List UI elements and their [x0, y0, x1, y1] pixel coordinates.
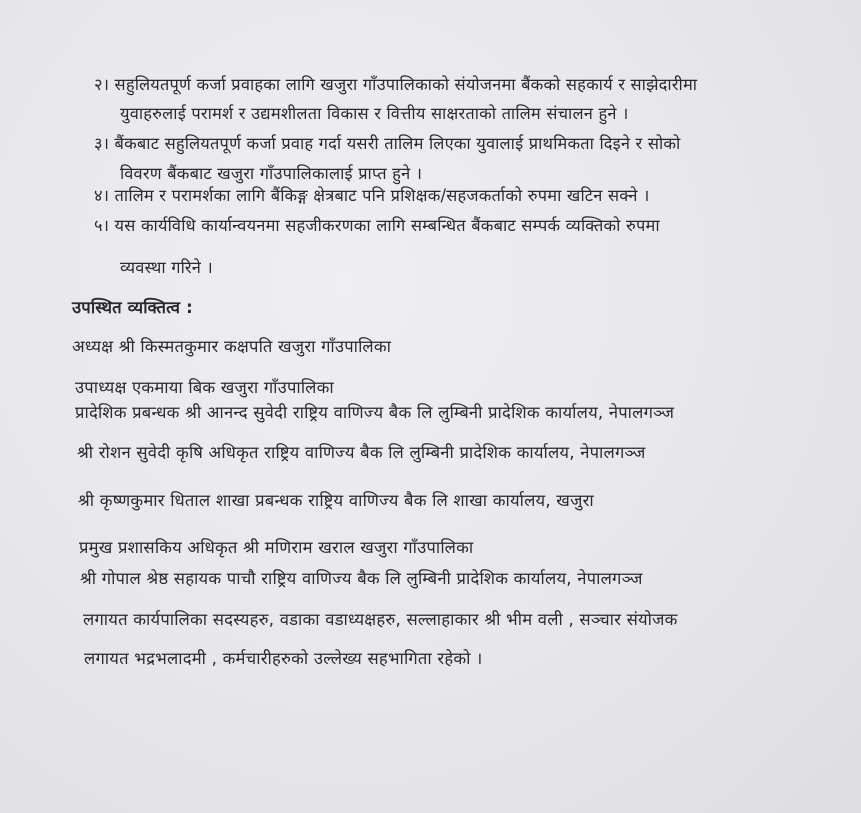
- attendee-2: उपाध्यक्ष एकमाया बिक खजुरा गाँउपालिका: [75, 378, 334, 397]
- attendee-1: अध्यक्ष श्री किस्मतकुमार कक्षपति खजुरा गाँउपालिका: [72, 337, 392, 356]
- closing-line-1: लगायत कार्यपालिका सदस्यहरु, वडाका वडाध्यक्षहरु, सल्लाहाकार श्री भीम वली , सञ्चार संयोजक: [83, 610, 678, 629]
- attendee-3: प्रादेशिक प्रबन्धक श्री आनन्द सुवेदी राष्ट्रिय वाणिज्य बैक लि लुम्बिनी प्रादेशिक कार्यालय, नेपालगञ्ज: [75, 403, 675, 422]
- closing-line-2: लगायत भद्रभलादमी , कर्मचारीहरुको उल्लेख्य सहभागिता रहेको ।: [84, 649, 483, 668]
- attendee-6: प्रमुख प्रशासकिय अधिकृत श्री मणिराम खराल खजुरा गाँउपालिका: [79, 538, 474, 557]
- point-5-line-1: ५। यस कार्यविधि कार्यान्वयनमा सहजीकरणका लागि सम्बन्धित बैंकबाट सम्पर्क व्यक्तिको रुपमा: [94, 216, 660, 235]
- point-4-line-1: ४। तालिम र परामर्शका लागि बैंकिङ्ग क्षेत्रबाट पनि प्रशिक्षक/सहजकर्ताको रुपमा खटिन सक्ने ।: [94, 186, 650, 205]
- point-3-line-2: विवरण बैंकबाट खजुरा गाँउपालिकालाई प्राप्त हुने ।: [120, 164, 423, 183]
- attendee-7: श्री गोपाल श्रेष्ठ सहायक पाचौ राष्ट्रिय वाणिज्य बैक लि लुम्बिनी प्रादेशिक कार्यालय, नेपालगञ्ज: [80, 569, 643, 588]
- attendee-4: श्री रोशन सुवेदी कृषि अधिकृत राष्ट्रिय वाणिज्य बैक लि लुम्बिनी प्रादेशिक कार्यालय, नेपालगञ्ज: [77, 443, 646, 462]
- point-2-line-2: युवाहरुलाई परामर्श र उद्यमशीलता विकास र वित्तीय साक्षरताको तालिम संचालन हुने ।: [120, 104, 629, 123]
- point-5-line-2: व्यवस्था गरिने ।: [120, 258, 213, 277]
- point-3-line-1: ३। बैंकबाट सहुलियतपूर्ण कर्जा प्रवाह गर्दा यसरी तालिम लिएका युवालाई प्राथमिकता दिइने र सोको: [94, 134, 681, 153]
- attendee-5: श्री कृष्णकुमार धिताल शाखा प्रबन्धक राष्ट्रिय वाणिज्य बैक लि शाखा कार्यालय, खजुरा: [78, 491, 594, 510]
- point-2-line-1: २। सहुलियतपूर्ण कर्जा प्रवाहका लागि खजुरा गाँउपालिकाको संयोजनमा बैंकको सहकार्य र साझेदारीमा: [94, 75, 698, 94]
- attendees-heading: उपस्थित व्यक्तित्व :: [72, 298, 193, 317]
